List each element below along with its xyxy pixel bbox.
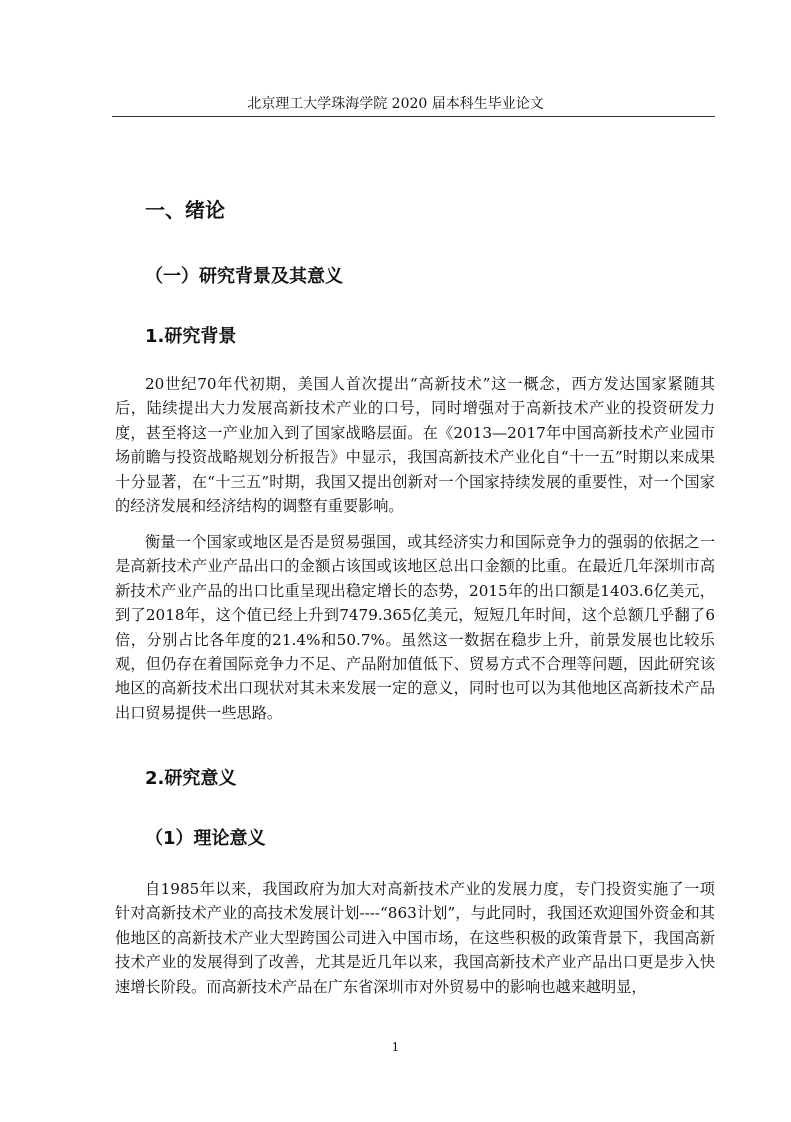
section-heading: （一）研究背景及其意义 (145, 266, 343, 287)
paragraph-theory-1: 自1985年以来，我国政府为加大对高新技术产业的发展力度，专门投资实施了一项针对高新技术产业的高技术发展计划----“863计划”，与此同时，我国还欢迎国外资金和其他地区的高新技术产业大型跨国公司进入中国市场，在这些积极的政策背景下，我国高新技术产业的发展得到了改善，尤其是近几年以来，我国高新技术产业产品出口更是步入快速增长阶段。而高新技术产品在广东省深圳市对外贸易中的影响也越来越明显， (115, 880, 715, 996)
subsection-heading-background: 1.研究背景 (145, 326, 237, 347)
running-header: 北京理工大学珠海学院 2020 届本科生毕业论文 (247, 96, 544, 112)
paragraph-background-1: 20世纪70年代初期，美国人首次提出“高新技术”这一概念，西方发达国家紧随其后，陆续提出大力发展高新技术产业的口号，同时增强对于高新技术产业的投资研发力度，甚至将这一产业加入到了国家战略层面。在《2013—2017年中国高新技术产业园市场前瞻与投资战略规划分析报告》中显示，我国高新技术产业化自“十一五”时期以来成果十分显著，在“十三五”时期，我国又提出创新对一个国家持续发展的重要性，对一个国家的经济发展和经济结构的调整有重要影响。 (115, 375, 715, 516)
paragraph-background-2: 衡量一个国家或地区是否是贸易强国，或其经济实力和国际竞争力的强弱的依据之一是高新技术产业产品出口的金额占该国或该地区总出口金额的比重。在最近几年深圳市高新技术产业产品的出口比重呈现出稳定增长的态势，2015年的出口额是1403.6亿美元，到了2018年，这个值已经上升到7479.365亿美元，短短几年时间，这个总额几乎翻了6倍，分别占比各年度的21.4%和50.7%。虽然这一数据在稳步上升，前景发展也比较乐观，但仍存在着国际竞争力不足、产品附加值低下、贸易方式不合理等问题，因此研究该地区的高新技术出口现状对其未来发展一定的意义，同时也可以为其他地区高新技术产品出口贸易提供一些思路。 (115, 533, 715, 722)
header-divider (112, 116, 715, 117)
chapter-heading: 一、绪论 (145, 198, 225, 222)
subsubsection-heading-theory: （1）理论意义 (145, 828, 266, 849)
subsection-heading-significance: 2.研究意义 (145, 768, 237, 789)
page-number: 1 (391, 1040, 400, 1054)
